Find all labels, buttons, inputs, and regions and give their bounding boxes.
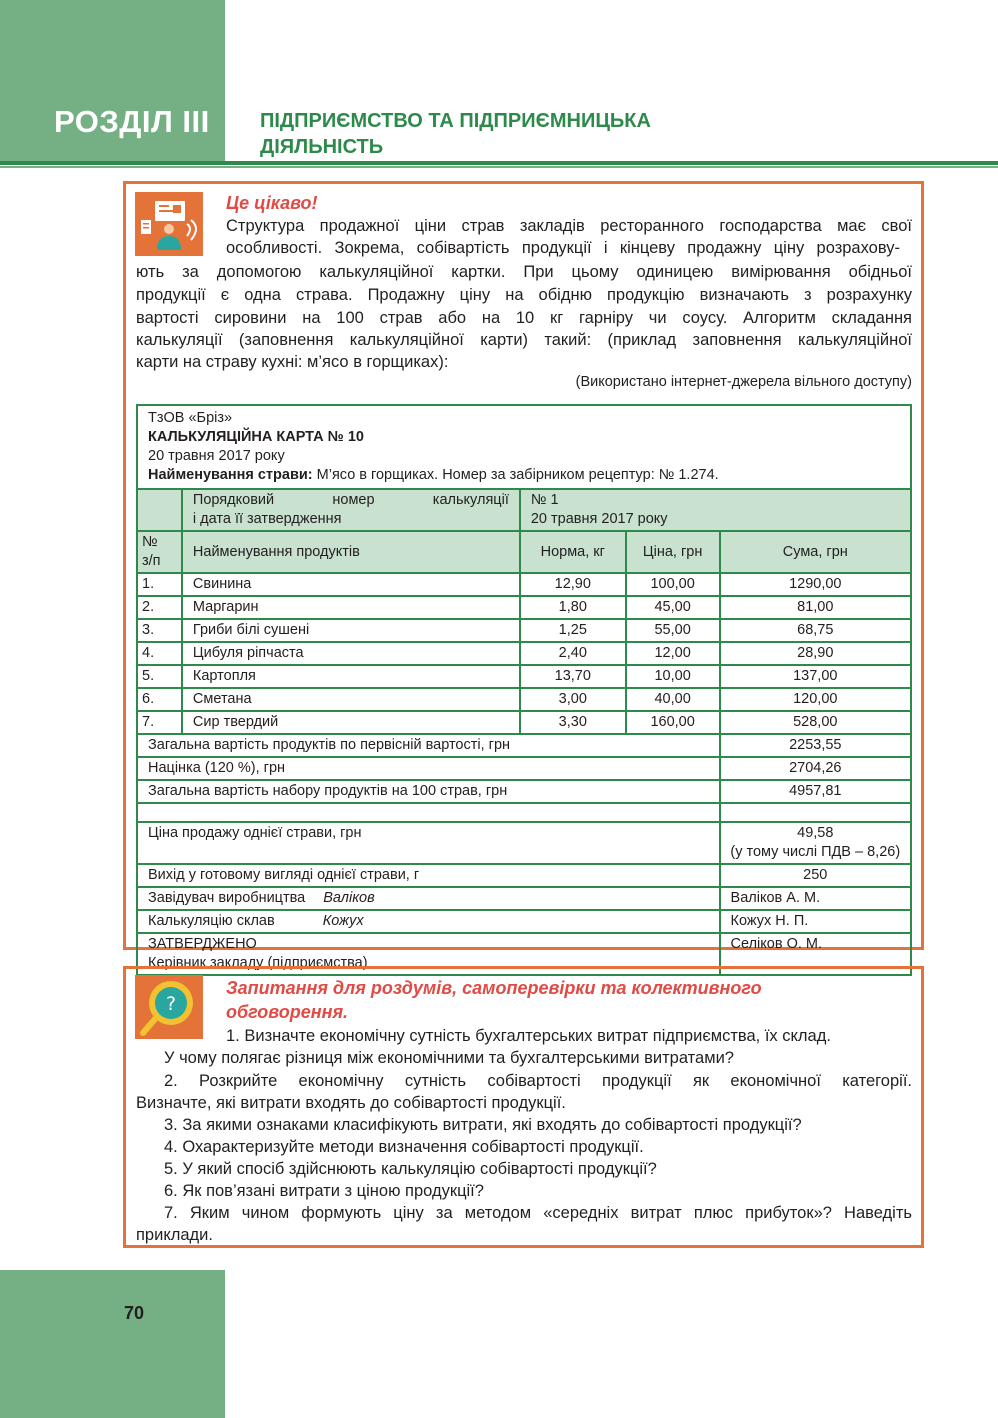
- sale-price-label: Ціна продажу однієї страви, грн: [137, 822, 720, 864]
- table-row: [137, 642, 911, 665]
- total-row: [137, 734, 911, 757]
- row-sum: 81,00: [720, 596, 911, 619]
- row-norm: 12,90: [520, 573, 626, 596]
- row-sum: 68,75: [720, 619, 911, 642]
- row-sum: 528,00: [720, 711, 911, 734]
- col-no-line-1: №: [142, 534, 158, 550]
- row-price: 40,00: [626, 688, 720, 711]
- row-norm: 1,25: [520, 619, 626, 642]
- row-no: 6.: [137, 688, 182, 711]
- chapter-title-line-2: ДІЯЛЬНІСТЬ: [260, 136, 384, 158]
- row-norm: 3,00: [520, 688, 626, 711]
- question-1a: 1. Визначте економічну сутність бухгалтерських витрат підприємства, їх склад.: [226, 1027, 831, 1045]
- section-label: РОЗДІЛ III: [54, 104, 210, 139]
- empty-row: [137, 803, 911, 822]
- question-2a: 2. Розкрийте економічну сутність собівартості продукції як економічної категорії.: [164, 1072, 912, 1090]
- yield-value: 250: [720, 864, 911, 887]
- row-price: 45,00: [626, 596, 720, 619]
- chief-name: Валіков А. М.: [720, 887, 911, 910]
- table-row: [137, 688, 911, 711]
- interesting-line-2: особливості. Зокрема, собівартість продукції і кінцеву продажну ціну розрахову-: [226, 239, 900, 257]
- row-name: Свинина: [182, 573, 520, 596]
- questions-heading-line-1: Запитання для роздумів, самоперевірки та колективного: [226, 978, 762, 998]
- row-norm: 13,70: [520, 665, 626, 688]
- questions-heading-line-2: обговорення.: [226, 1002, 349, 1022]
- card-header-row: [137, 405, 911, 489]
- set-cost-value: 4957,81: [720, 780, 911, 803]
- row-price: 160,00: [626, 711, 720, 734]
- question-2b: Визначте, які витрати входять до собівартості продукції.: [136, 1094, 566, 1112]
- header-divider: [0, 161, 998, 165]
- calc-by-row: [137, 910, 911, 933]
- interesting-line-5: вартості сировини на 100 страв або на 10 кг гарніру чи соусу. Алгоритм складання: [136, 309, 912, 327]
- presentation-person-icon: [135, 192, 203, 256]
- magnifier-question-icon: [135, 975, 203, 1039]
- header-divider-thin: [0, 166, 998, 168]
- markup-label: Націнка (120 %), грн: [137, 757, 720, 780]
- sale-price-value: 49,58: [797, 825, 834, 841]
- set-cost-label: Загальна вартість набору продуктів на 100 страв, грн: [137, 780, 720, 803]
- sale-price-vat: (у тому числі ПДВ – 8,26): [730, 844, 901, 860]
- markup-value: 2704,26: [720, 757, 911, 780]
- dish-value: М’ясо в горщиках. Номер за забірником рецептур: № 1.274.: [312, 467, 719, 483]
- row-no: 1.: [137, 573, 182, 596]
- row-sum: 28,90: [720, 642, 911, 665]
- card-number-row: [137, 489, 911, 531]
- calc-number-label-1: Порядковий номер калькуляції: [192, 492, 509, 508]
- calculation-card-table: [136, 404, 912, 976]
- approved-name: Селіков О. М.: [720, 933, 911, 975]
- approved-role: Керівник закладу (підприємства): [148, 955, 368, 971]
- table-row: [137, 619, 911, 642]
- col-norm-header: Норма, кг: [520, 531, 626, 573]
- total-value: 2253,55: [720, 734, 911, 757]
- interesting-line-6: калькуляції (заповнення калькуляційної карти) такий: (приклад заповнення калькуляційної: [136, 331, 912, 349]
- question-7b: приклади.: [136, 1226, 213, 1244]
- row-norm: 2,40: [520, 642, 626, 665]
- set-cost-row: [137, 780, 911, 803]
- row-name: Маргарин: [182, 596, 520, 619]
- row-price: 10,00: [626, 665, 720, 688]
- chapter-title-line-1: ПІДПРИЄМСТВО ТА ПІДПРИЄМНИЦЬКА: [260, 110, 651, 132]
- col-sum-header: Сума, грн: [720, 531, 911, 573]
- yield-row: [137, 864, 911, 887]
- calc-number-value: № 1: [530, 492, 559, 508]
- table-row: [137, 596, 911, 619]
- calc-number-label-2: і дата її затвердження: [192, 511, 342, 527]
- question-5: 5. У який спосіб здійснюють калькуляцію собівартості продукції?: [164, 1160, 657, 1178]
- row-no: 7.: [137, 711, 182, 734]
- approved-label: ЗАТВЕРДЖЕНО: [148, 936, 257, 952]
- row-no: 5.: [137, 665, 182, 688]
- chief-label: Завідувач виробництва: [148, 890, 306, 906]
- svg-text:?: ?: [165, 993, 177, 1015]
- question-3: 3. За якими ознаками класифікують витрати, які входять до собівартості продукції?: [164, 1116, 802, 1134]
- row-name: Сир твердий: [182, 711, 520, 734]
- calc-number-date: 20 травня 2017 року: [530, 511, 668, 527]
- row-name: Картопля: [182, 665, 520, 688]
- questions-heading: [226, 976, 762, 1024]
- row-no: 4.: [137, 642, 182, 665]
- card-title: КАЛЬКУЛЯЦІЙНА КАРТА № 10: [148, 429, 364, 445]
- col-name-header: Найменування продуктів: [182, 531, 520, 573]
- question-1b: У чому полягає різниця між економічними та бухгалтерськими витратами?: [164, 1049, 734, 1067]
- chief-row: [137, 887, 911, 910]
- row-sum: 137,00: [720, 665, 911, 688]
- yield-label: Вихід у готовому вигляді однієї страви, г: [137, 864, 720, 887]
- row-price: 55,00: [626, 619, 720, 642]
- question-6: 6. Як пов’язані витрати з ціною продукції?: [164, 1182, 484, 1200]
- calc-by-name: Кожух Н. П.: [720, 910, 911, 933]
- sale-price-row: [137, 822, 911, 864]
- row-name: Гриби білі сушені: [182, 619, 520, 642]
- card-date: 20 травня 2017 року: [148, 448, 285, 464]
- row-price: 100,00: [626, 573, 720, 596]
- chapter-title: [260, 108, 651, 160]
- chief-signature: Валіков: [323, 890, 375, 906]
- col-price-header: Ціна, грн: [626, 531, 720, 573]
- row-price: 12,00: [626, 642, 720, 665]
- source-note: (Використано інтернет-джерела вільного доступу): [575, 374, 912, 390]
- interesting-heading: Це цікаво!: [226, 193, 318, 213]
- interesting-line-4: продукції є одна страва. Продажну ціну на обідню продукцію визначають з розрахунку: [136, 286, 912, 304]
- card-dish: [148, 466, 900, 485]
- col-no-line-2: з/п: [142, 553, 161, 569]
- interesting-line-7: карти на страву кухні: м’ясо в горщиках):: [136, 353, 449, 371]
- interesting-line-3: ють за допомогою калькуляційної картки. При цьому одиницею вимірювання обідньої: [136, 263, 912, 281]
- question-7a: 7. Яким чином формують ціну за методом «середніх витрат плюс прибуток»? Наведіть: [164, 1204, 912, 1222]
- interesting-line-1: Структура продажної ціни страв закладів ресторанного господарства має свої: [226, 217, 912, 235]
- footer-green-block: [0, 1270, 225, 1418]
- table-row: [137, 665, 911, 688]
- calc-by-label: Калькуляцію склав: [148, 913, 275, 929]
- row-no: 3.: [137, 619, 182, 642]
- page-number: 70: [124, 1303, 145, 1323]
- markup-row: [137, 757, 911, 780]
- card-company: ТзОВ «Бріз»: [148, 410, 233, 426]
- row-name: Цибуля ріпчаста: [182, 642, 520, 665]
- question-4: 4. Охарактеризуйте методи визначення собівартості продукції.: [164, 1138, 644, 1156]
- row-norm: 3,30: [520, 711, 626, 734]
- row-sum: 120,00: [720, 688, 911, 711]
- row-norm: 1,80: [520, 596, 626, 619]
- table-row: [137, 711, 911, 734]
- calc-by-signature: Кожух: [322, 913, 364, 929]
- table-row: [137, 573, 911, 596]
- row-sum: 1290,00: [720, 573, 911, 596]
- row-name: Сметана: [182, 688, 520, 711]
- dish-label: Найменування страви:: [148, 467, 313, 483]
- table-column-header-row: [137, 531, 911, 573]
- row-no: 2.: [137, 596, 182, 619]
- total-label: Загальна вартість продуктів по первісній вартості, грн: [137, 734, 720, 757]
